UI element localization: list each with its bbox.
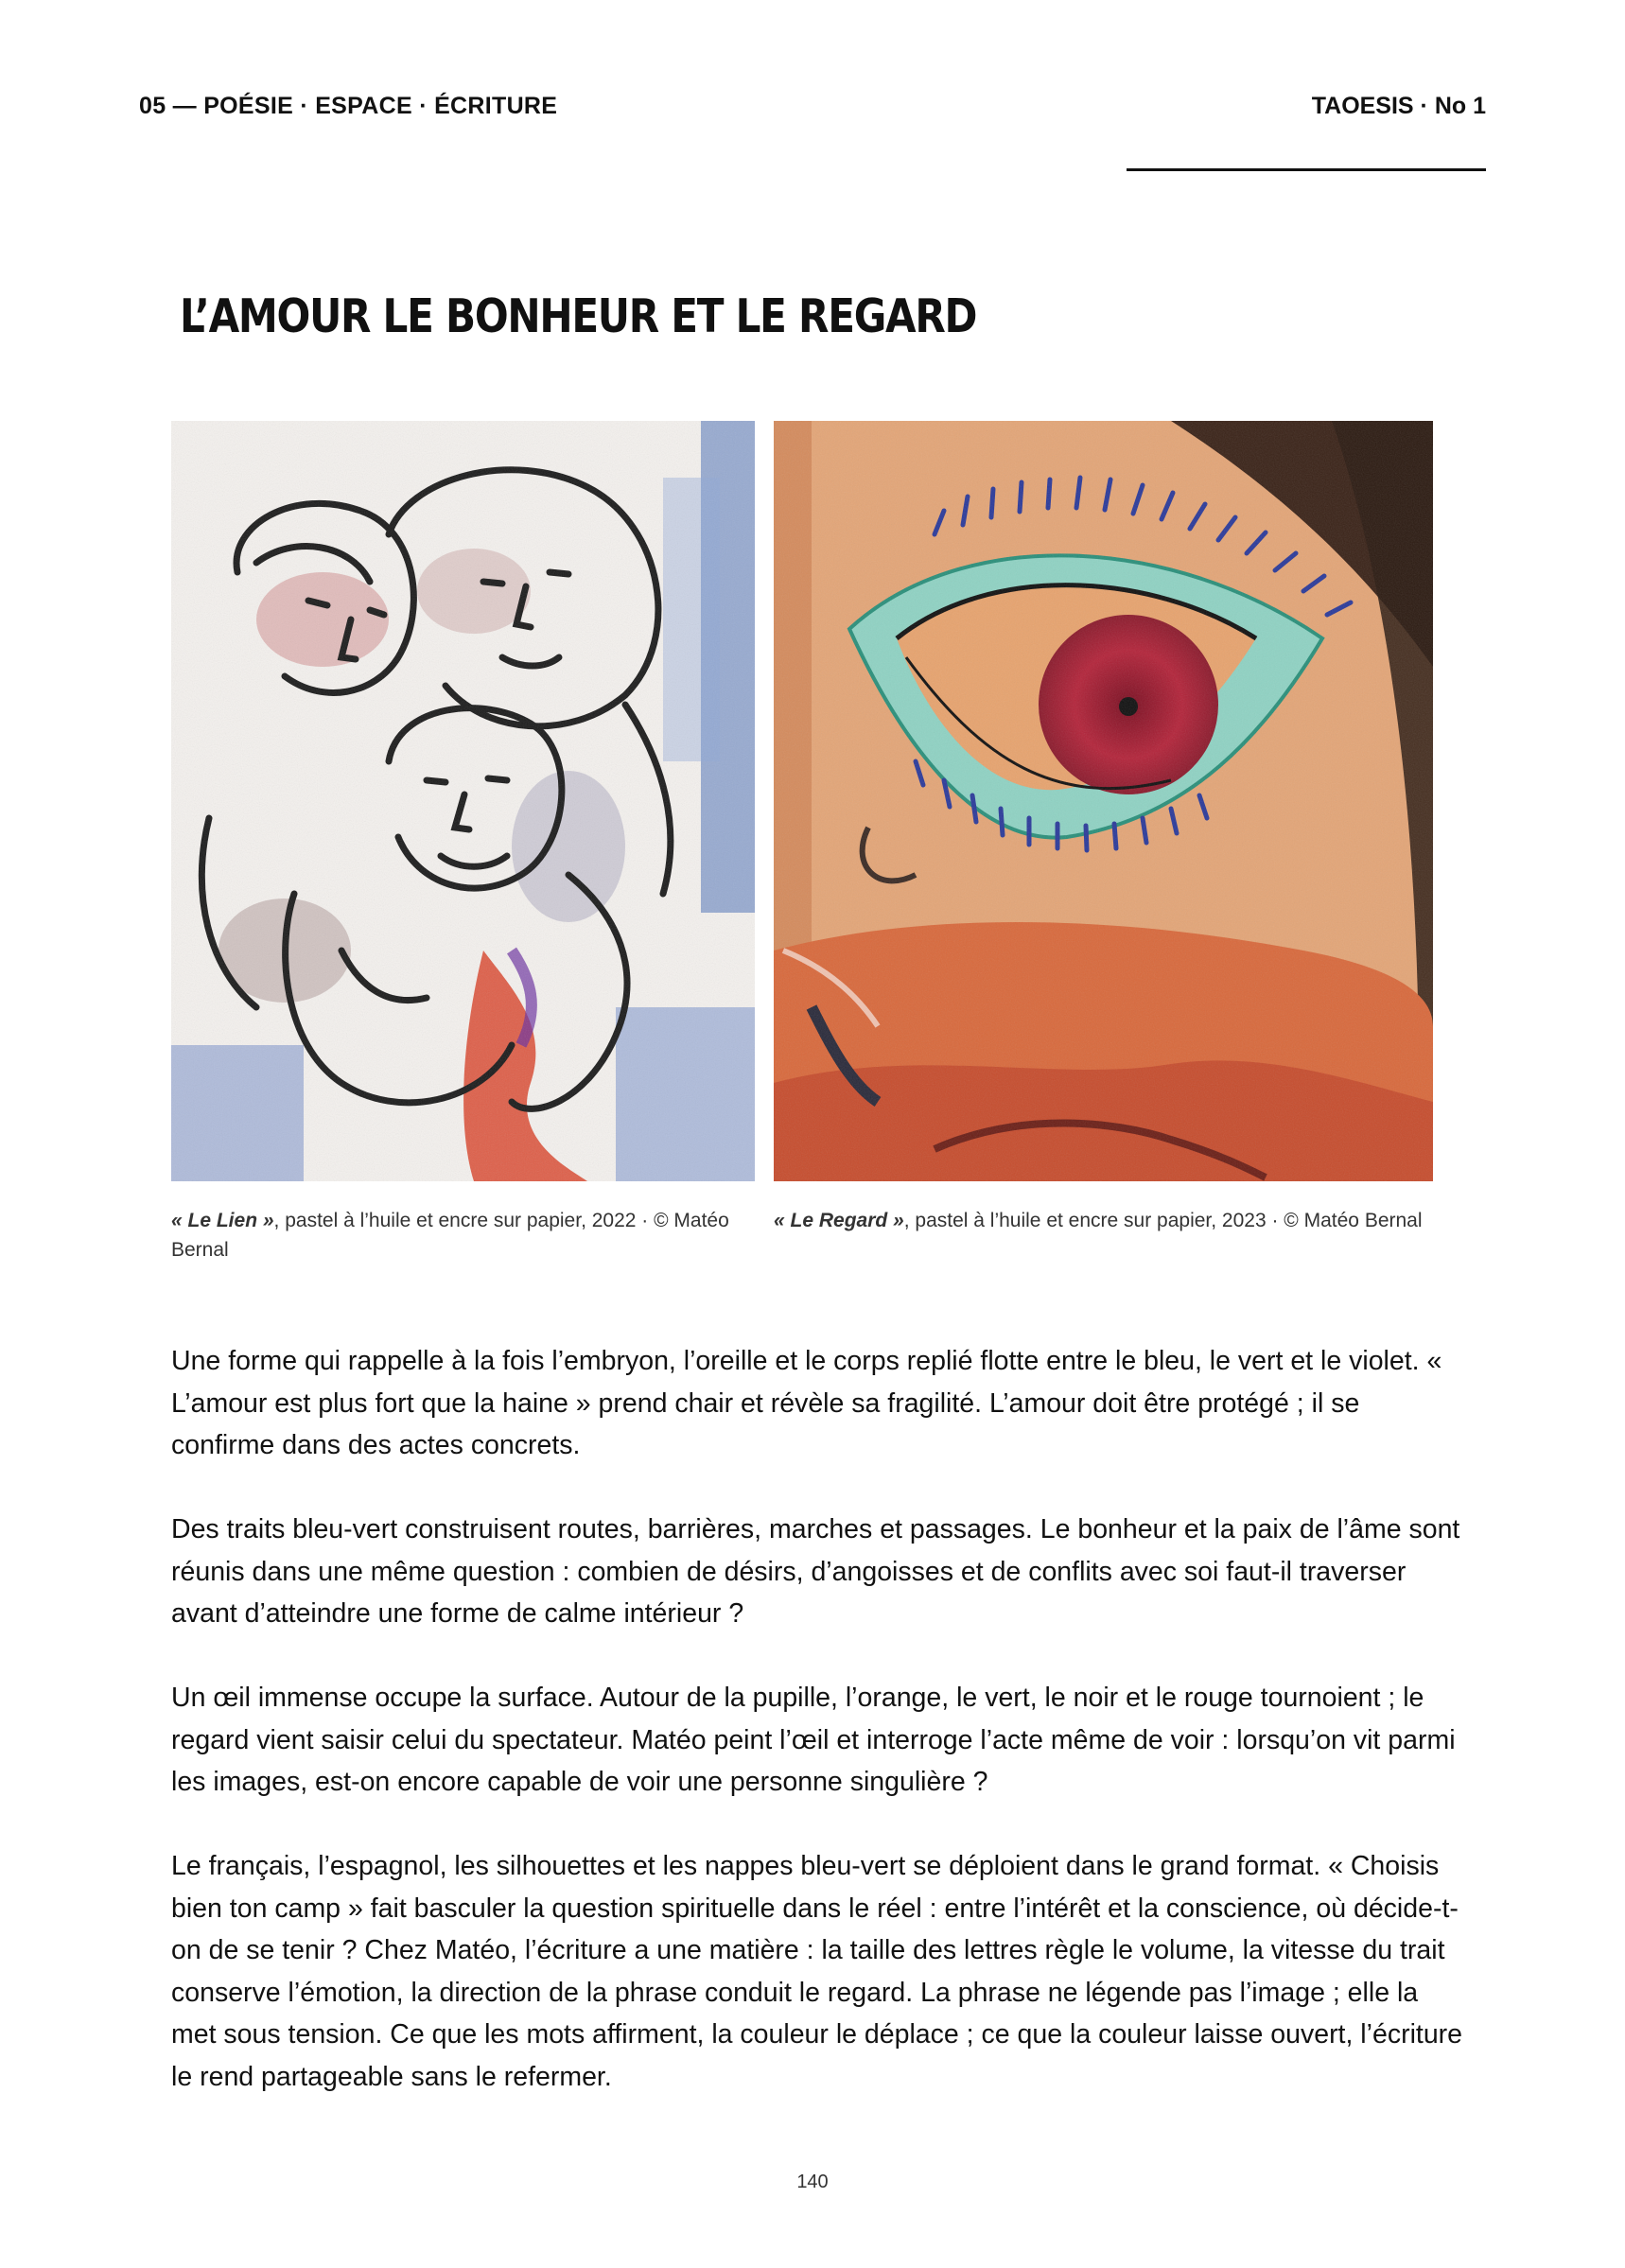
paragraph: Des traits bleu-vert construisent routes, barrières, marches et passages. Le bonheur et la paix de l’âme sont réunis dans une même question : combien de désirs, d’angoisses et de conflits avec soi faut-il traverser avant d’atteindre une forme de calme intérieur ? [171,1514,1460,1629]
paragraph: Un œil immense occupe la surface. Autour de la pupille, l’orange, le vert, le noir et le rouge tournoient ; le regard vient saisir celui du spectateur. Matéo peint l’œil et interroge l’acte même de voir : lorsqu’on vit parmi les images, est-on encore capable de voir une personne singulière ? [171,1683,1456,1797]
header-rule [1127,168,1486,171]
caption-text: , pastel à l’huile et encre sur papier, 2022 · © Matéo Bernal [171,1210,729,1261]
article-title: L’AMOUR LE BONHEUR ET LE REGARD [180,289,977,343]
page-number: 140 [796,2172,829,2192]
section-header: 05 — POÉSIE · ESPACE · ÉCRITURE [139,93,558,119]
paragraph: Le français, l’espagnol, les silhouettes et les nappes bleu-vert se déploient dans le grand format. « Choisis bien ton camp » fait basculer la question spirituelle dans le réel : entre l’intérêt et la conscience, où décide-t-on de se tenir ? Chez Matéo, l’écriture a une matière : la taille des lettres règle le volume, la vitesse du trait conserve l’émotion, la direction de la phrase conduit le regard. La phrase ne légende pas l’image ; elle la met sous tension. Ce que les mots affirment, la couleur le déplace ; ce que la couleur laisse ouvert, l’écriture le rend partageable sans le refermer. [171,1851,1463,2092]
caption-title: « Le Lien » [171,1210,274,1231]
article-body [171,1340,1467,2140]
artwork-le-lien [171,421,755,1181]
artwork-le-regard [774,421,1433,1181]
caption-le-regard [774,1206,1436,1235]
magazine-issue: TAOESIS · No 1 [1311,93,1486,119]
caption-le-lien [171,1206,739,1265]
caption-title: « Le Regard » [774,1210,904,1231]
caption-text: , pastel à l’huile et encre sur papier, 2023 · © Matéo Bernal [903,1210,1423,1231]
paragraph: Une forme qui rappelle à la fois l’embryon, l’oreille et le corps replié flotte entre le bleu, le vert et le violet. « L’amour est plus fort que la haine » prend chair et révèle sa fragilité. L’amour doit être protégé ; il se confirme dans des actes concrets. [171,1346,1442,1460]
